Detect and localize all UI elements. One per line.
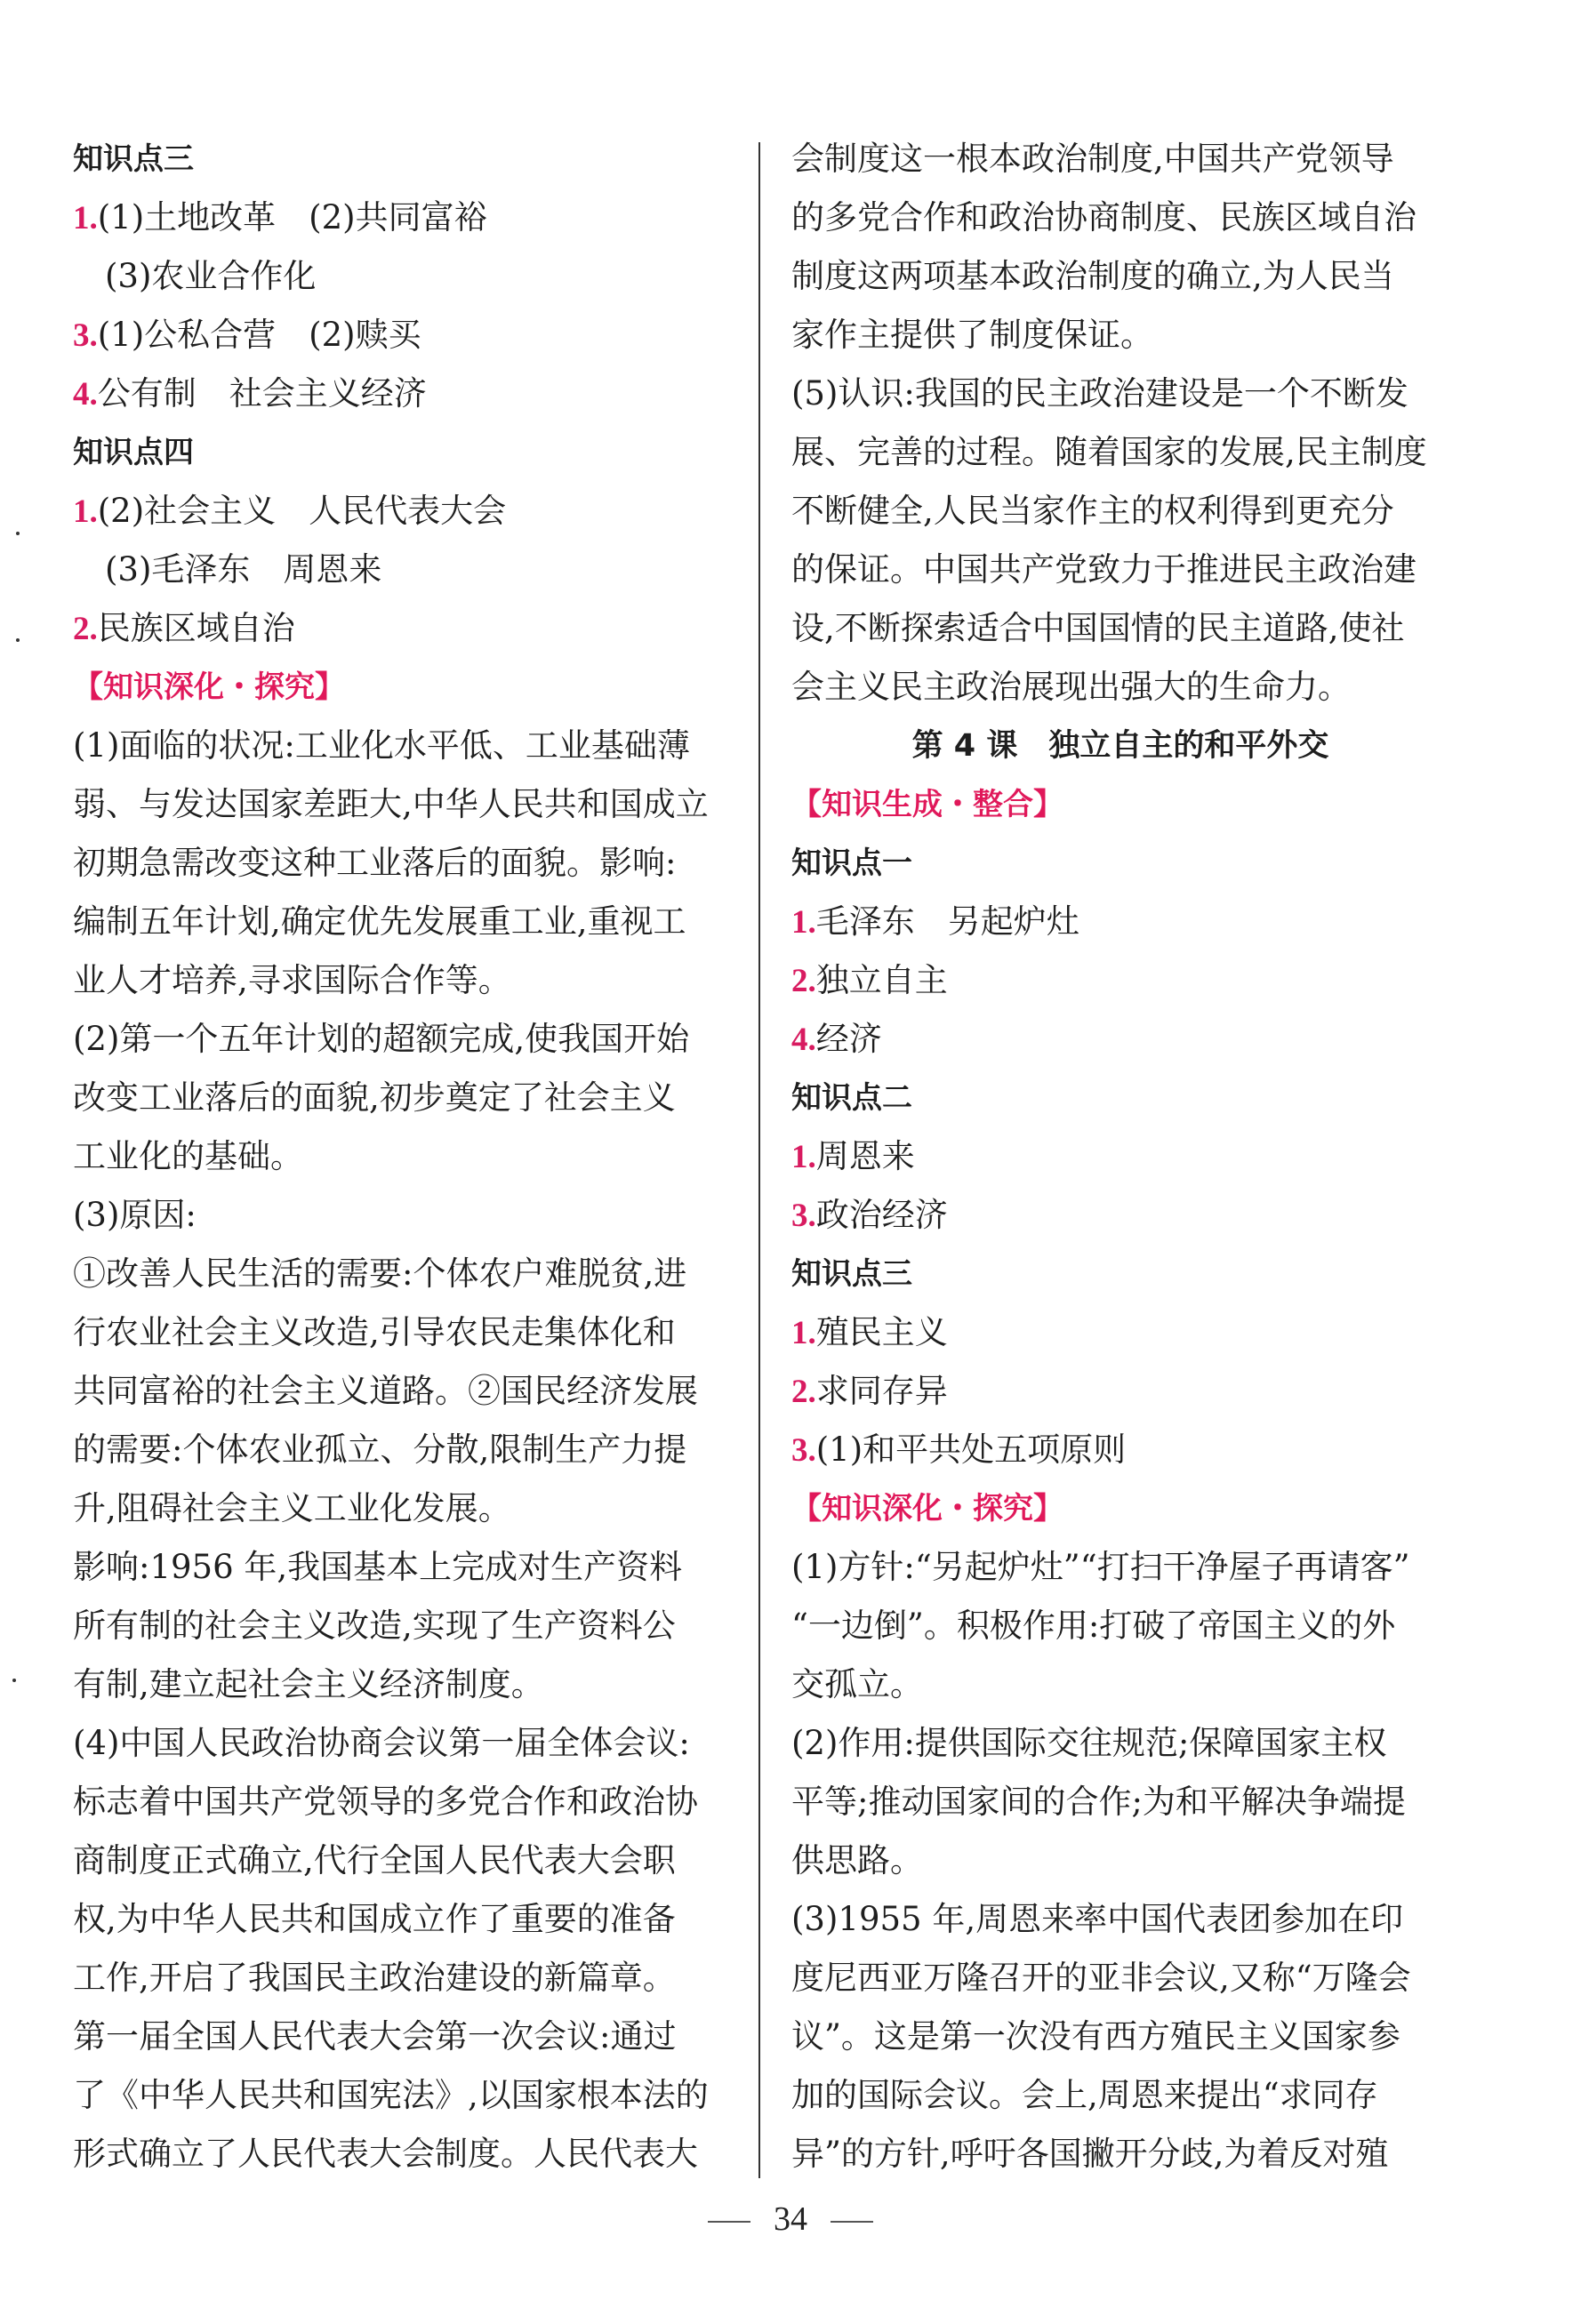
answer-text: (3)毛泽东 周恩来 [105,550,382,589]
answer-text: (1)和平共处五项原则 [815,1430,1127,1469]
text-line: 供思路。 [791,1841,923,1879]
text-line: ①改善人民生活的需要:个体农户难脱贫,进 [73,1254,687,1293]
text-line: 的多党合作和政治协商制度、民族区域自治 [791,198,1416,236]
text-line: 平等;推动国家间的合作;为和平解决争端提 [791,1783,1406,1821]
text-line: 初期急需改变这种工业落后的面貌。影响: [73,844,677,882]
answer-line [73,188,731,247]
left-body-text [73,717,731,2184]
text-line: “一边倒”。积极作用:打破了帝国主义的外 [791,1607,1396,1645]
page-number-dash [831,2221,873,2223]
text-line: 议”。这是第一次没有西方殖民主义国家参 [791,2017,1400,2056]
kp3-heading: 知识点三 [791,1256,912,1292]
item-number: 1. [73,200,98,236]
kp4-heading: 知识点四 [73,435,194,470]
page-number-value: 34 [774,2200,807,2238]
text-line: 业人才培养,寻求国际合作等。 [73,961,511,999]
column-divider [758,142,760,2178]
text-line: 共同富裕的社会主义道路。②国民经济发展 [73,1372,698,1410]
left-column [73,130,731,2184]
text-line: 了《中华人民共和国宪法》,以国家根本法的 [73,2076,709,2114]
text-line: 的需要:个体农业孤立、分散,限制生产力提 [73,1430,687,1469]
answer-line [73,247,731,306]
kp3-heading: 知识点三 [73,141,194,177]
scan-speck [12,1679,16,1682]
answer-text: 求同存异 [815,1372,948,1410]
text-line: 工业化的基础。 [73,1137,303,1175]
answer-line [791,1010,1449,1069]
text-line: 标志着中国共产党领导的多党合作和政治协 [73,1783,698,1821]
text-line: 度尼西亚万隆召开的亚非会议,又称“万隆会 [791,1959,1411,1997]
text-line: 编制五年计划,确定优先发展重工业,重视工 [73,902,686,941]
answer-text: 周恩来 [815,1137,915,1175]
page-number [0,2200,1581,2239]
text-line: 会主义民主政治展现出强大的生命力。 [791,668,1351,706]
text-line: 展、完善的过程。随着国家的发展,民主制度 [791,433,1427,471]
item-number: 1. [73,493,98,530]
text-line: 的保证。中国共产党致力于推进民主政治建 [791,550,1416,589]
section-heading: 【知识生成・整合】 [791,787,1063,822]
text-line: 制度这两项基本政治制度的确立,为人民当 [791,257,1394,295]
item-number: 4. [791,1022,816,1058]
text-line: 行农业社会主义改造,引导农民走集体化和 [73,1313,676,1351]
answer-text: 民族区域自治 [97,609,295,647]
answer-line [791,1127,1449,1186]
text-line: (5)认识:我国的民主政治建设是一个不断发 [791,374,1408,413]
scan-speck [16,638,20,642]
item-number: 3. [791,1432,816,1469]
text-line: 交孤立。 [791,1665,923,1703]
kp2-heading: 知识点二 [791,1080,912,1116]
text-line: 第一届全国人民代表大会第一次会议:通过 [73,2017,677,2056]
text-line: 影响:1956 年,我国基本上完成对生产资料 [73,1548,683,1586]
answer-text: 经济 [815,1020,882,1058]
text-line: 家作主提供了制度保证。 [791,316,1153,354]
answer-line [73,306,731,365]
text-line: 形式确立了人民代表大会制度。人民代表大 [73,2135,698,2173]
text-line: 改变工业落后的面貌,初步奠定了社会主义 [73,1078,676,1117]
right-column [791,130,1449,2184]
answer-text: 殖民主义 [815,1313,948,1351]
answer-line [791,951,1449,1010]
page-number-dash [708,2221,750,2223]
item-number: 1. [791,1315,816,1351]
text-line: 工作,开启了我国民主政治建设的新篇章。 [73,1959,676,1997]
item-number: 2. [791,963,816,999]
answer-text: (1)公私合营 (2)赎买 [97,316,421,354]
text-line: (3)原因: [73,1196,197,1234]
text-line: (1)方针:“另起炉灶”“打扫干净屋子再请客” [791,1548,1410,1586]
answer-line [73,482,731,541]
text-line: 弱、与发达国家差距大,中华人民共和国成立 [73,785,709,823]
answer-line [791,1421,1449,1479]
text-line: (4)中国人民政治协商会议第一届全体会议: [73,1724,690,1762]
text-line: 会制度这一根本政治制度,中国共产党领导 [791,140,1394,178]
answer-text: 独立自主 [815,961,948,999]
text-line: (2)第一个五年计划的超额完成,使我国开始 [73,1020,690,1058]
answer-text: 毛泽东 另起炉灶 [815,902,1079,941]
section-heading: 【知识深化・探究】 [791,1491,1063,1527]
item-number: 2. [791,1374,816,1410]
text-line: (1)面临的状况:工业化水平低、工业基础薄 [73,726,690,765]
answer-line [73,365,731,423]
answer-text: 政治经济 [815,1196,948,1234]
answer-line [791,1362,1449,1421]
kp1-heading: 知识点一 [791,845,912,881]
text-line: 不断健全,人民当家作主的权利得到更充分 [791,492,1394,530]
item-number: 4. [73,376,98,413]
text-line: 权,为中华人民共和国成立作了重要的准备 [73,1900,676,1938]
text-line: (3)1955 年,周恩来率中国代表团参加在印 [791,1900,1404,1938]
answer-line [73,599,731,658]
answer-text: (3)农业合作化 [105,257,317,295]
text-line: (2)作用:提供国际交往规范;保障国家主权 [791,1724,1387,1762]
text-line: 加的国际会议。会上,周恩来提出“求同存 [791,2076,1378,2114]
answer-line [73,541,731,599]
answer-line [791,893,1449,951]
scan-speck [16,532,20,535]
text-line: 异”的方针,呼吁各国撇开分歧,为着反对殖 [791,2135,1389,2173]
text-line: 设,不断探索适合中国国情的民主道路,使社 [791,609,1405,647]
right-continued-text [791,130,1449,717]
text-line: 商制度正式确立,代行全国人民代表大会职 [73,1841,676,1879]
item-number: 1. [791,1139,816,1175]
text-line: 有制,建立起社会主义经济制度。 [73,1665,544,1703]
right-body-text [791,1538,1449,2184]
item-number: 3. [791,1198,816,1234]
answer-text: (1)土地改革 (2)共同富裕 [97,198,487,236]
item-number: 3. [73,317,98,354]
lesson-title: 第 4 课 独立自主的和平外交 [911,728,1329,764]
item-number: 2. [73,611,98,647]
section-heading: 【知识深化・探究】 [73,669,345,705]
answer-line [791,1303,1449,1362]
text-line: 所有制的社会主义改造,实现了生产资料公 [73,1607,676,1645]
item-number: 1. [791,904,816,941]
answer-line [791,1186,1449,1245]
answer-text: (2)社会主义 人民代表大会 [97,492,507,530]
answer-text: 公有制 社会主义经济 [97,374,427,413]
text-line: 升,阻碍社会主义工业化发展。 [73,1489,511,1527]
